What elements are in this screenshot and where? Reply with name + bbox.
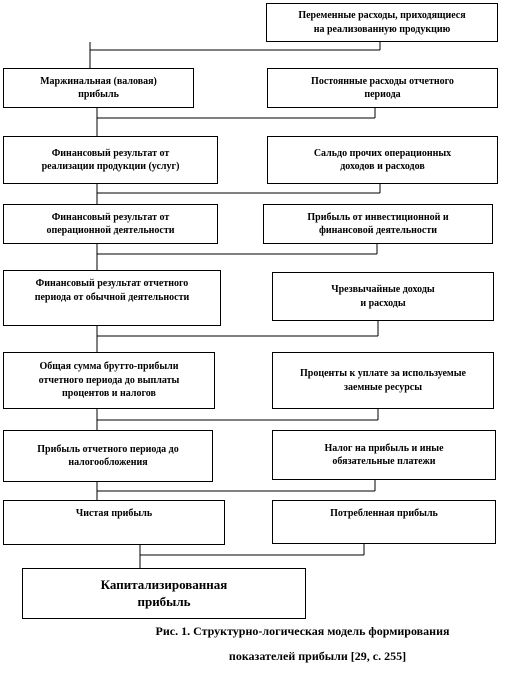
ordinary-result-box (3, 270, 221, 326)
net-profit-box (3, 500, 225, 545)
operating-result-box (3, 204, 218, 244)
gross-profit-label: Общая сумма брутто-прибыли отчетного периода до выплаты процентов и налогов (38, 361, 180, 400)
other-balance-box (267, 136, 498, 184)
pretax-profit-box (3, 430, 213, 482)
marginal-profit-box (3, 68, 194, 108)
investment-profit-label: Прибыль от инвестиционной и финансовой деятельности (307, 211, 449, 236)
sales-result-label: Финансовый результат от реализации продукции (услуг) (41, 147, 180, 172)
gross-profit-box (3, 352, 215, 409)
consumed-profit-box (272, 500, 496, 544)
tax-label: Налог на прибыль и иные обязательные платежи (324, 442, 444, 467)
capitalized-profit-label: Капитализированная прибыль (100, 576, 228, 609)
figure-caption-line1: Рис. 1. Структурно-логическая модель формирования (155, 624, 450, 638)
pretax-profit-label: Прибыль отчетного периода до налогообложения (37, 443, 179, 468)
fixed-costs-box (267, 68, 498, 108)
marginal-profit-label: Маржинальная (валовая) прибыль (40, 75, 157, 100)
variable-costs-label: Переменные расходы, приходящиеся на реализованную продукцию (298, 10, 466, 35)
ordinary-result-label: Финансовый результат отчетного периода от обычной деятельности (34, 278, 190, 303)
operating-result-label: Финансовый результат от операционной деятельности (46, 211, 175, 236)
variable-costs-box (266, 3, 498, 42)
fixed-costs-label: Постоянные расходы отчетного периода (311, 75, 454, 100)
interest-box (272, 352, 494, 409)
interest-label: Проценты к уплате за используемые заемные ресурсы (300, 368, 466, 393)
capitalized-profit-box (22, 568, 306, 619)
net-profit-label: Чистая прибыль (75, 508, 153, 519)
extraordinary-label: Чрезвычайные доходы и расходы (331, 284, 435, 309)
investment-profit-box (263, 204, 493, 244)
consumed-profit-label: Потребленная прибыль (330, 508, 438, 519)
other-balance-label: Сальдо прочих операционных доходов и расходов (313, 147, 452, 172)
figure-caption-line2: показателей прибыли [29, с. 255] (228, 649, 407, 663)
extraordinary-box (272, 272, 494, 321)
tax-box (272, 430, 496, 480)
sales-result-box (3, 136, 218, 184)
